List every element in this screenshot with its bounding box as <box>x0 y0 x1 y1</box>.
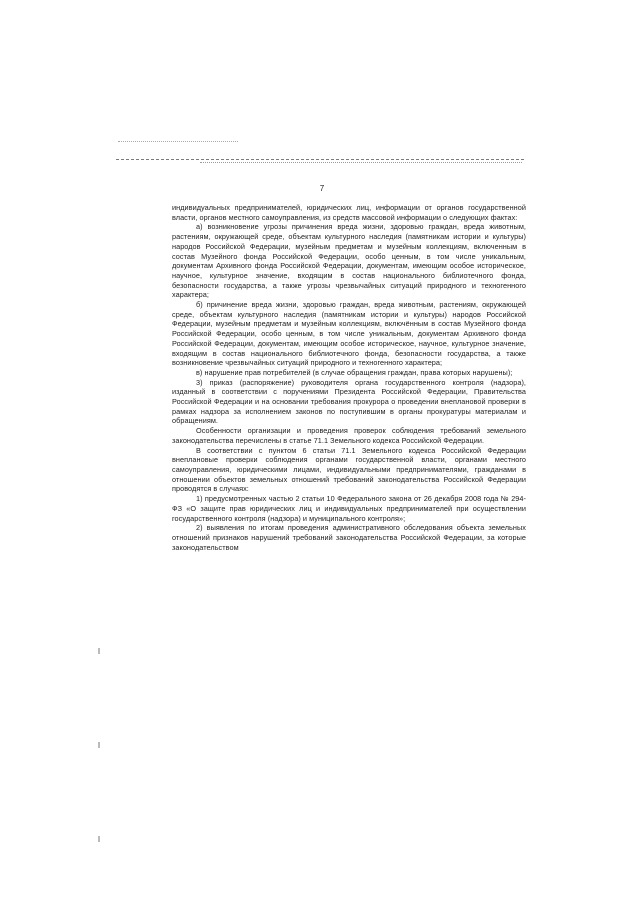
page-number: 7 <box>319 184 325 193</box>
paragraph: 2) выявления по итогам проведения административного обследования объекта земельных отношений признаков нарушений требований законодательства Российской Федерации, за которые законодательством <box>172 523 526 552</box>
paragraph: индивидуальных предпринимателей, юридических лиц, информации от органов государственной власти, органов местного самоуправления, из средств массовой информации о следующих фактах: <box>172 203 526 222</box>
paragraph: Особенности организации и проведения проверок соблюдения требований земельного законодательства перечислены в статье 71.1 Земельного кодекса Российской Федерации. <box>172 426 526 445</box>
paragraph: 3) приказ (распоряжение) руководителя органа государственного контроля (надзора), изданный в соответствии с поручениями Президента Российской Федерации, Правительства Российской Федерации и на основании требования прокурора о проведении внеплановой проверки в рамках надзора за исполнением законов по поступившим в органы прокуратуры материалам и обращениям. <box>172 377 526 426</box>
scan-artifact-mark <box>98 742 100 748</box>
scan-artifact-line <box>200 162 522 163</box>
scan-artifact-line <box>116 159 524 160</box>
paragraph: В соответствии с пунктом 6 статьи 71.1 Земельного кодекса Российской Федерации внеплановые проверки соблюдения органами государственной власти, органами местного самоуправления, юридическими лицами, индивидуальными предпринимателями, гражданами в отношении объектов земельных отношений требований законодательства Российской Федерации проводятся в случаях: <box>172 445 526 494</box>
paragraph: в) нарушение прав потребителей (в случае обращения граждан, права которых нарушены); <box>196 367 513 377</box>
paragraph: 1) предусмотренных частью 2 статьи 10 Федерального закона от 26 декабря 2008 года № 294-ФЗ «О защите прав юридических лиц и индивидуальных предпринимателей при осуществлении государственного контроля (надзора) и муниципального контроля»; <box>172 494 526 523</box>
paragraph: б) причинение вреда жизни, здоровью граждан, вреда животным, растениям, окружающей среде, объектам культурного наследия (памятникам истории и культуры) народов Российской Федерации, музейным предметам и музейным коллекциям, включённым в состав Музейного фонда Российской Федерации, особо ценным, в том числе уникальным, документам Архивного фонда Российской Федерации, документам, имеющим особое историческое, научное, культурное значение, входящим в состав национального библиотечного фонда, безопасности государства, а также возникновение чрезвычайных ситуаций природного и техногенного характера; <box>172 300 526 368</box>
scan-artifact-mark <box>98 836 100 842</box>
paragraph: а) возникновение угрозы причинения вреда жизни, здоровью граждан, вреда животным, растениям, окружающей среде, объектам культурного наследия (памятникам истории и культуры) народов Российской Федерации, музейным предметам и музейным коллекциям, включенным в состав Музейного фонда Российской Федерации, особо ценным, в том числе уникальным, документам Архивного фонда Российской Федерации, документам, имеющим особое историческое, научное, культурное значение, входящим в состав национального библиотечного фонда, безопасности государства, а также угрозы чрезвычайных ситуаций природного и техногенного характера; <box>172 222 526 300</box>
document-body <box>172 203 526 552</box>
scan-artifact-top <box>118 141 238 142</box>
scan-artifact-mark <box>98 648 100 654</box>
